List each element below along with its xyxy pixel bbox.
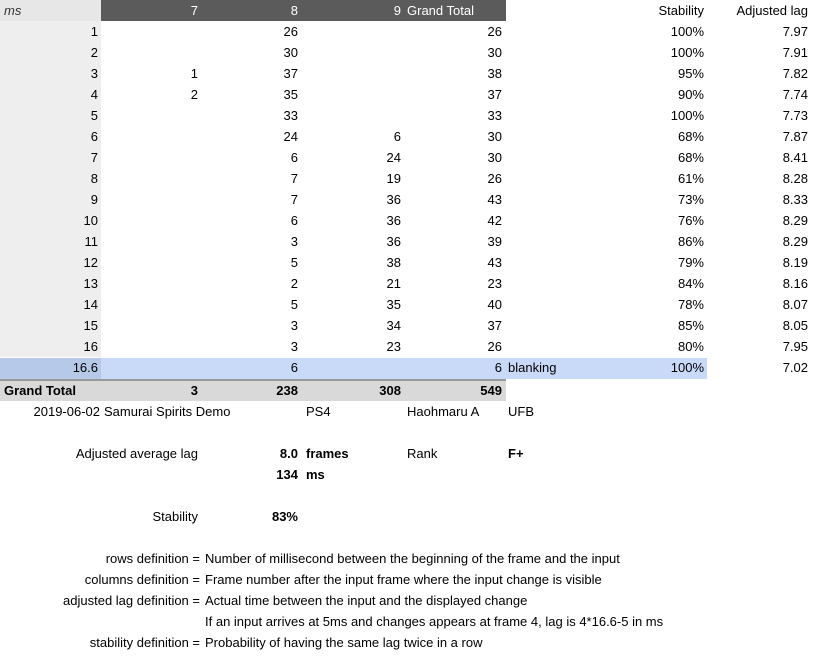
cell-stability[interactable]: 68% (677, 150, 704, 165)
cell-grand-total[interactable]: 43 (487, 192, 502, 207)
row-ms[interactable]: 1 (90, 24, 98, 39)
row-ms[interactable]: 13 (83, 276, 98, 291)
cell-col-7[interactable] (101, 210, 198, 231)
definition-text[interactable]: Actual time between the input and the displayed change (205, 593, 528, 608)
cell-col-8[interactable]: 5 (290, 255, 298, 270)
stability-label[interactable]: Stability (152, 509, 198, 524)
cell-col-8[interactable]: 6 (290, 360, 298, 375)
cell-note[interactable] (508, 126, 598, 147)
cell-col-7[interactable] (101, 252, 198, 273)
row-ms[interactable]: 6 (90, 129, 98, 144)
cell-col-9[interactable]: 36 (386, 234, 401, 249)
cell-adjusted-lag[interactable]: 7.82 (782, 66, 808, 81)
definition-text[interactable]: If an input arrives at 5ms and changes appears at frame 4, lag is 4*16.6-5 in ms (205, 614, 664, 629)
cell-grand-total[interactable]: 40 (487, 297, 502, 312)
cell-col-7[interactable]: 1 (190, 66, 198, 81)
info-game[interactable]: Samurai Spirits Demo (104, 404, 231, 419)
cell-adjusted-lag[interactable]: 7.74 (782, 87, 808, 102)
cell-note[interactable] (508, 294, 598, 315)
cell-note[interactable] (508, 84, 598, 105)
cell-col-9[interactable] (298, 21, 401, 42)
cell-grand-total[interactable]: 33 (487, 108, 502, 123)
cell-stability[interactable]: 80% (677, 339, 704, 354)
cell-grand-total[interactable]: 26 (487, 339, 502, 354)
cell-col-9[interactable]: 24 (386, 150, 401, 165)
row-ms[interactable]: 16.6 (72, 360, 98, 375)
cell-stability[interactable]: 84% (677, 276, 704, 291)
cell-stability[interactable]: 61% (677, 171, 704, 186)
cell-col-9[interactable] (298, 63, 401, 84)
cell-col-7[interactable] (101, 315, 198, 336)
definition-text[interactable]: Number of millisecond between the beginning of the frame and the input (205, 551, 620, 566)
cell-stability[interactable]: 78% (677, 297, 704, 312)
cell-note[interactable] (508, 168, 598, 189)
cell-col-8[interactable]: 6 (290, 213, 298, 228)
cell-col-9[interactable]: 38 (386, 255, 401, 270)
row-ms[interactable]: 10 (83, 213, 98, 228)
definition-text[interactable]: Probability of having the same lag twice in a row (205, 635, 483, 650)
cell-grand-total[interactable]: 42 (487, 213, 502, 228)
row-ms[interactable]: 15 (83, 318, 98, 333)
cell-stability[interactable]: 85% (677, 318, 704, 333)
grand-total-col-7[interactable]: 3 (190, 383, 198, 398)
cell-grand-total[interactable]: 43 (487, 255, 502, 270)
info-platform[interactable]: PS4 (306, 404, 331, 419)
cell-col-8[interactable]: 24 (283, 129, 298, 144)
grand-total-col-9[interactable]: 308 (379, 383, 401, 398)
row-ms[interactable]: 14 (83, 297, 98, 312)
cell-stability[interactable]: 100% (670, 360, 704, 375)
cell-col-9[interactable]: 35 (386, 297, 401, 312)
cell-grand-total[interactable]: 39 (487, 234, 502, 249)
cell-col-7[interactable] (101, 357, 198, 378)
avg-lag-ms[interactable]: 134 (276, 467, 298, 482)
cell-stability[interactable]: 73% (677, 192, 704, 207)
header-col-9[interactable]: 9 (393, 3, 401, 18)
cell-stability[interactable]: 100% (670, 24, 704, 39)
ms-unit[interactable]: ms (306, 467, 325, 482)
cell-adjusted-lag[interactable]: 7.02 (782, 360, 808, 375)
header-col-8[interactable]: 8 (290, 3, 298, 18)
cell-grand-total[interactable]: 23 (487, 276, 502, 291)
cell-note[interactable] (508, 63, 598, 84)
rank-label[interactable]: Rank (407, 446, 438, 461)
cell-stability[interactable]: 100% (670, 45, 704, 60)
grand-total-label[interactable]: Grand Total (4, 383, 76, 398)
cell-note[interactable] (508, 252, 598, 273)
header-col-7[interactable]: 7 (190, 3, 198, 18)
cell-col-7[interactable] (101, 168, 198, 189)
cell-col-7[interactable] (101, 273, 198, 294)
cell-note[interactable] (508, 21, 598, 42)
cell-col-7[interactable] (101, 189, 198, 210)
cell-grand-total[interactable]: 26 (487, 24, 502, 39)
cell-note[interactable] (508, 315, 598, 336)
cell-stability[interactable]: 95% (677, 66, 704, 81)
cell-col-8[interactable]: 5 (290, 297, 298, 312)
cell-col-8[interactable]: 37 (283, 66, 298, 81)
cell-grand-total[interactable]: 38 (487, 66, 502, 81)
header-stability[interactable]: Stability (658, 3, 704, 18)
cell-adjusted-lag[interactable]: 8.28 (782, 171, 808, 186)
cell-col-8[interactable]: 33 (283, 108, 298, 123)
cell-note[interactable]: blanking (508, 360, 557, 375)
definition-label[interactable]: columns definition = (84, 572, 200, 587)
cell-grand-total[interactable]: 30 (487, 150, 502, 165)
cell-adjusted-lag[interactable]: 8.29 (782, 213, 808, 228)
cell-adjusted-lag[interactable]: 8.29 (782, 234, 808, 249)
cell-col-7[interactable] (101, 231, 198, 252)
cell-col-7[interactable] (101, 336, 198, 357)
info-controller[interactable]: UFB (508, 404, 534, 419)
cell-col-9[interactable]: 36 (386, 192, 401, 207)
info-character[interactable]: Haohmaru A (407, 404, 480, 419)
cell-stability[interactable]: 90% (677, 87, 704, 102)
row-ms[interactable]: 2 (90, 45, 98, 60)
cell-note[interactable] (508, 336, 598, 357)
header-grand-total[interactable]: Grand Total (407, 3, 474, 18)
row-ms[interactable]: 7 (90, 150, 98, 165)
cell-stability[interactable]: 79% (677, 255, 704, 270)
cell-col-8[interactable]: 3 (290, 234, 298, 249)
cell-note[interactable] (508, 189, 598, 210)
cell-note[interactable] (508, 210, 598, 231)
definition-label[interactable]: adjusted lag definition = (63, 593, 200, 608)
row-ms[interactable]: 3 (90, 66, 98, 81)
cell-note[interactable] (508, 231, 598, 252)
cell-note[interactable] (508, 273, 598, 294)
cell-adjusted-lag[interactable]: 8.33 (782, 192, 808, 207)
cell-col-9[interactable] (298, 84, 401, 105)
grand-total-sum[interactable]: 549 (480, 383, 502, 398)
cell-col-7[interactable] (101, 147, 198, 168)
cell-col-8[interactable]: 7 (290, 192, 298, 207)
row-ms[interactable]: 16 (83, 339, 98, 354)
row-ms[interactable]: 11 (84, 234, 98, 249)
cell-col-8[interactable]: 30 (283, 45, 298, 60)
definition-text[interactable]: Frame number after the input frame where the input change is visible (205, 572, 602, 587)
cell-adjusted-lag[interactable]: 7.73 (782, 108, 808, 123)
cell-col-9[interactable] (298, 357, 401, 378)
cell-col-9[interactable]: 34 (386, 318, 401, 333)
cell-col-8[interactable]: 6 (290, 150, 298, 165)
row-ms[interactable]: 12 (83, 255, 98, 270)
cell-col-8[interactable]: 2 (290, 276, 298, 291)
cell-adjusted-lag[interactable]: 7.97 (782, 24, 808, 39)
cell-adjusted-lag[interactable]: 7.95 (782, 339, 808, 354)
info-date[interactable]: 2019-06-02 (33, 404, 100, 419)
cell-grand-total[interactable]: 30 (487, 129, 502, 144)
cell-note[interactable] (508, 42, 598, 63)
avg-lag-label[interactable]: Adjusted average lag (75, 446, 198, 461)
cell-adjusted-lag[interactable]: 8.05 (782, 318, 808, 333)
row-ms[interactable]: 9 (90, 192, 98, 207)
grand-total-col-8[interactable]: 238 (276, 383, 298, 398)
cell-adjusted-lag[interactable]: 7.87 (782, 129, 808, 144)
cell-col-8[interactable]: 7 (290, 171, 298, 186)
row-ms[interactable]: 5 (90, 108, 98, 123)
cell-grand-total[interactable]: 37 (487, 87, 502, 102)
cell-stability[interactable]: 100% (670, 108, 704, 123)
cell-col-7[interactable] (101, 294, 198, 315)
definition-label[interactable] (0, 611, 200, 632)
cell-grand-total[interactable]: 30 (487, 45, 502, 60)
cell-col-9[interactable]: 21 (386, 276, 401, 291)
cell-adjusted-lag[interactable]: 8.07 (782, 297, 808, 312)
cell-col-9[interactable]: 6 (393, 129, 401, 144)
cell-col-8[interactable]: 3 (290, 339, 298, 354)
cell-col-9[interactable]: 19 (386, 171, 401, 186)
avg-lag-frames[interactable]: 8.0 (279, 446, 298, 461)
cell-adjusted-lag[interactable]: 8.16 (782, 276, 808, 291)
cell-col-7[interactable]: 2 (190, 87, 198, 102)
cell-adjusted-lag[interactable]: 8.19 (782, 255, 808, 270)
frames-unit[interactable]: frames (306, 446, 349, 461)
header-adjusted-lag[interactable]: Adjusted lag (736, 3, 808, 18)
cell-stability[interactable]: 68% (677, 129, 704, 144)
cell-grand-total[interactable]: 26 (487, 171, 502, 186)
cell-grand-total[interactable]: 37 (487, 318, 502, 333)
row-ms[interactable]: 4 (90, 87, 98, 102)
cell-note[interactable] (508, 105, 598, 126)
cell-col-7[interactable] (101, 42, 198, 63)
stability-value[interactable]: 83% (271, 509, 298, 524)
cell-col-7[interactable] (101, 126, 198, 147)
cell-col-9[interactable] (298, 42, 401, 63)
cell-col-7[interactable] (101, 21, 198, 42)
cell-col-8[interactable]: 3 (290, 318, 298, 333)
cell-adjusted-lag[interactable]: 7.91 (782, 45, 808, 60)
definition-label[interactable]: rows definition = (105, 551, 200, 566)
cell-grand-total[interactable]: 6 (494, 360, 502, 375)
cell-col-8[interactable]: 35 (283, 87, 298, 102)
cell-col-9[interactable]: 36 (386, 213, 401, 228)
cell-adjusted-lag[interactable]: 8.41 (782, 150, 808, 165)
cell-col-9[interactable] (298, 105, 401, 126)
cell-col-8[interactable]: 26 (283, 24, 298, 39)
row-ms[interactable]: 8 (90, 171, 98, 186)
cell-stability[interactable]: 86% (677, 234, 704, 249)
header-corner-label[interactable]: ms (4, 3, 22, 18)
rank-value[interactable]: F+ (508, 446, 524, 461)
cell-col-7[interactable] (101, 105, 198, 126)
definition-label[interactable]: stability definition = (89, 635, 200, 650)
cell-note[interactable] (508, 147, 598, 168)
cell-col-9[interactable]: 23 (386, 339, 401, 354)
cell-stability[interactable]: 76% (677, 213, 704, 228)
